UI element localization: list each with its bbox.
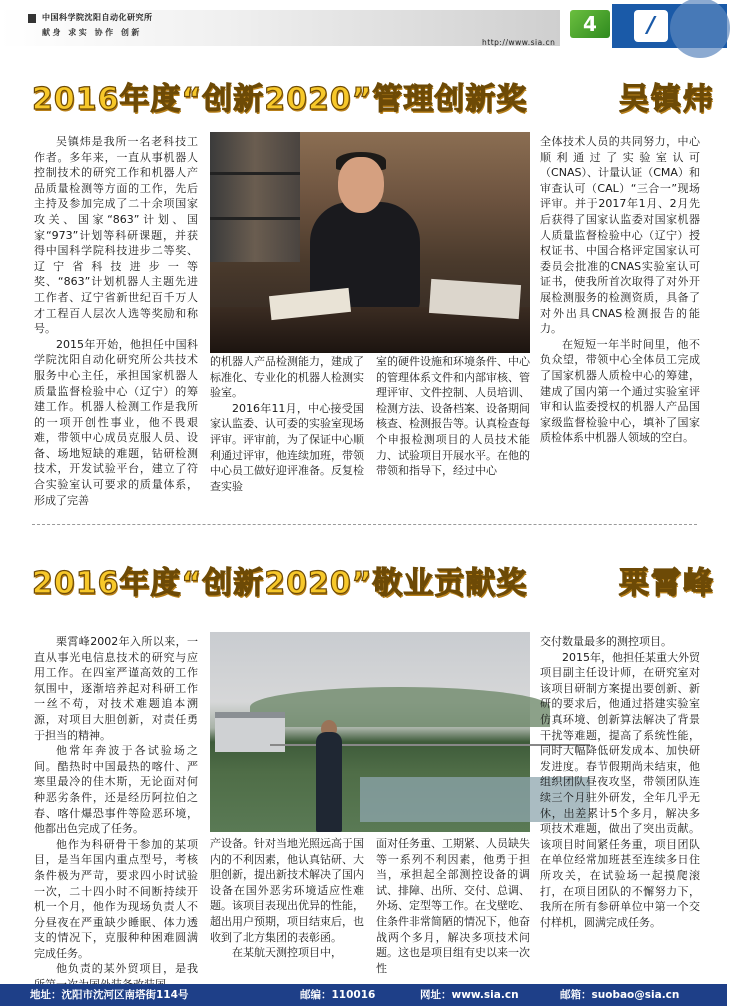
paragraph: 面对任务重、工期紧、人员缺失等一系列不利因素，他勇于担当，承担起全部测控设备的调试、排障、出所、交付、总调、外场、定型等工作。在戈壁吃、住条件非常简陋的情况下，他奋战两个多月，解决多项技术问题。这也是项目组有史以来一次性 xyxy=(376,837,530,975)
banner-title: 2016年度“创新2020”敬业贡献奖 xyxy=(32,566,528,601)
person-figure xyxy=(316,732,342,832)
paragraph: 栗霄峰2002年入所以来，一直从事光电信息技术的研究与应用工作。在四室严谨高效的工作氛围中，逐渐培养起对科研工作一丝不苟，对技术难题追本溯源，对项目大胆创新，对责任勇于担当的精神。 xyxy=(34,635,198,742)
page-number-badge: 4 xyxy=(570,10,610,38)
paragraph: 在短短一年半时间里，他不负众望，带领中心全体员工完成了国家机器人质检中心的筹建，建成了国内第一个通过实验室评审和认监委授权的机器人产品国家级监督检验中心，填补了国家质检体系中机器人领域的空白。 xyxy=(540,337,700,445)
building xyxy=(215,712,285,752)
paragraph: 他常年奔波于各试验场之间。酷热时中国最热的喀什、严寒里最冷的佳木斯，无论面对何种恶劣条件，还是经历阿拉伯之春、喀什爆恐事件等险恶环境，他都出色完成了任务。 xyxy=(34,744,198,836)
paragraph: 交付数量最多的测控项目。 xyxy=(540,635,672,648)
paragraph: 他负责的某外贸项目，是我 xyxy=(56,962,198,976)
paragraph: 2015年开始，他担任中国科学院沈阳自动化研究所公共技术服务中心主任，承担国家机器人质量监督检验中心（辽宁）的筹建工作。机器人检测工作是我所的一项开创性事业，他不畏艰难，带领中心成员克服人员、设备、场地短缺的难题，钻研检测技术，开发试验平台，建立了符合实验室认可要求的质量体系，形成了完善 xyxy=(34,337,198,507)
article2-column-3 xyxy=(376,836,530,978)
header-square-icon xyxy=(28,14,36,23)
paragraph: 室的硬件设施和环境条件、中心的管理体系文件和内部审核、管理评审、文件控制、人员培训、检测方法、设备档案、设备期间核查、检测报告等。认真检查每个申报检测项目的人员技术能力、试验项目开展水平。在他的带领和指导下，经过中心 xyxy=(376,355,530,478)
paragraph: 的机器人产品检测能力，建成了标准化、专业化的机器人检测实验室。 xyxy=(210,355,364,400)
article1-column-2 xyxy=(210,354,364,504)
banner-winner-name: 栗霄峰 xyxy=(619,566,715,601)
footer-address: 地址：沈阳市沈河区南塔街114号 xyxy=(30,989,189,1001)
photo-wu-zhenwei xyxy=(210,132,530,350)
banner-title: 2016年度“创新2020”管理创新奖 xyxy=(32,82,528,117)
photo-li-xiaofeng xyxy=(210,632,530,832)
paragraph: 在某航天测控项目中， xyxy=(232,946,342,960)
paragraph: 产设备。针对当地光照远高于国内的不利因素，他认真钻研、大胆创新，提出新技术解决了国内设备在国外恶劣环境适应性难题。该项目表现出优异的性能，超出用户预期，项目结束后，也收到了北方集团的表彰函。 xyxy=(210,837,364,944)
paragraph: 吴镇炜是我所一名老科技工作者。多年来，一直从事机器人控制技术的研究工作和机器人产品质量检测等方面的工作，先后主持及参加完成了二十余项国家攻关、国家“863”计划、国家“973”计划等科研课题，并获得中国科学院科技进步二等奖、辽宁省科技进步一等奖、“863”计划机器人主题先进工作者、辽宁省新世纪百千万人才工程百人层次人选等奖励和称号。 xyxy=(34,135,198,336)
award-banner-1 xyxy=(12,78,715,122)
mountain xyxy=(250,687,550,727)
paragraph: 2016年11月，中心接受国家认监委、认可委的实验室现场评审。评审前，为了保证中心顺利通过评审，他连续加班，带领中心员工做好迎评准备。反复检查实验 xyxy=(210,401,364,493)
section-divider xyxy=(32,524,697,525)
award-banner-2 xyxy=(12,562,715,606)
header-org-name: 中国科学院沈阳自动化研究所 xyxy=(42,13,153,22)
bookshelf xyxy=(210,132,300,262)
sia-logo-icon: ∕ xyxy=(634,10,668,42)
paragraph: 全体技术人员的共同努力，中心顺利通过了实验室认可（CNAS）、计量认证（CMA）和审查认可（CAL）“三合一”现场评审。并于2017年1月、2月先后获得了国家认监委对国家机器人质量监督检验中心（辽宁）授权证书、中国合格评定国家认可委员会批准的CNAS实验室认可证书，使我所首次取得了对外开展检测服务的检测资质，具备了对外出具CNAS检测报告的能力。 xyxy=(540,135,700,336)
article2-column-2 xyxy=(210,836,364,978)
person-head xyxy=(338,157,384,213)
page-header xyxy=(0,0,727,52)
institute-logo xyxy=(612,4,727,48)
paragraph: 他作为科研骨干参加的某项目，是当年国内重点型号，考核条件极为严苛，要求四小时试验一次，二十四小时不间断持续开机一个月，他作为现场负责人不分昼夜在严重缺少睡眠、体力透支的情况下，克服种种困难圆满完成任务。 xyxy=(34,837,198,960)
article1-column-1 xyxy=(34,134,198,507)
article2-column-1 xyxy=(34,634,198,978)
header-url: http://www.sia.cn xyxy=(482,38,556,47)
article2-column-4 xyxy=(540,634,700,978)
globe-icon xyxy=(670,0,730,58)
footer-email[interactable]: 邮箱：suobao@sia.cn xyxy=(560,989,680,1001)
paragraph: 2015年，他担任某重大外贸项目副主任设计师，在研究室对该项目研制方案提出要创新、新研的要求后，他通过搭建实验室仿真环境、创新算法解决了背景干扰等难题，提高了系统性能，同时大幅降低研发成本、加快研发进度。春节假期尚未结束，他组织团队昼夜攻坚，带领团队连续三个月驻外研发，全年几乎无休，出差累计5个多月，解决多项技术难题，做出了突出贡献。该项目时间紧任务重，项目团队在单位经常加班甚至连续多日住所攻关，在试验场一起摸爬滚打，在项目团队的不懈努力下，我所在所有参研单位中第一个交付样机，圆满完成任务。 xyxy=(540,650,700,929)
article1-column-4 xyxy=(540,134,700,504)
header-motto: 献身 求实 协作 创新 xyxy=(42,28,142,37)
footer-website[interactable]: 网址：www.sia.cn xyxy=(420,989,519,1001)
page-footer xyxy=(0,984,727,1006)
footer-postcode: 邮编：110016 xyxy=(300,989,376,1001)
article1-column-3 xyxy=(376,354,530,504)
banner-winner-name: 吴镇炜 xyxy=(619,82,715,117)
